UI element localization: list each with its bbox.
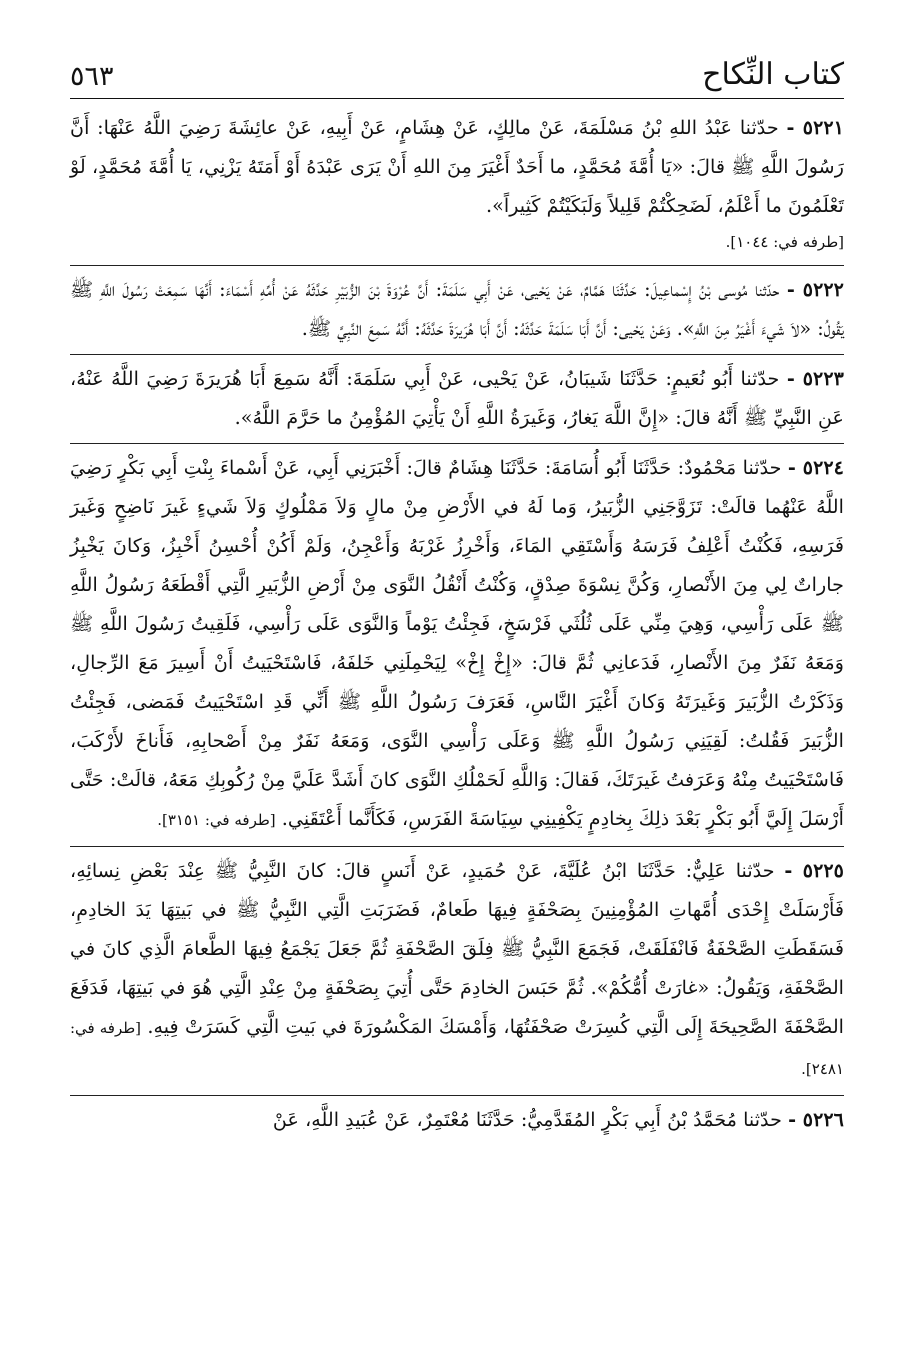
hadith-text: حدّثنا عَبْدُ اللهِ بْنُ مَسْلَمَةَ، عَنْ مالِكٍ، عَنْ هِشَامٍ، عَنْ أَبِيهِ، عَنْ عائِشَةَ رَضِيَ اللَّهُ عَنْهَا: أَنَّ رَسُولَ اللَّهِ ﷺ قالَ: «يَا أُمَّةَ مُحَمَّدٍ، ما أَحَدٌ أَغْيَرَ مِنَ اللهِ أَنْ يَرَى عَبْدَهُ أَوْ أَمَتَهُ يَزْنِي، يَا أُمَّةَ مُحَمَّدٍ، لَوْ تَعْلَمُونَ ما أَعْلَمُ، لَضَحِكْتُمْ قَلِيلاً وَلَبَكَيْتُمْ كَثِيراً». xyxy=(70,116,844,217)
hadith-text: حدّثنا مُحَمَّدُ بْنُ أَبِي بَكْرٍ المُقَدَّمِيُّ: حَدَّثَنَا مُعْتَمِرٌ، عَنْ عُبَيدِ اللَّهِ، عَنْ xyxy=(272,1108,782,1131)
section-divider xyxy=(70,1095,844,1096)
hadith-number: ٥٢٢٣ - xyxy=(786,367,844,390)
hadith-reference: [طرفه في: ٣١٥١]. xyxy=(157,811,276,829)
page-header xyxy=(70,40,844,99)
hadith-5226 xyxy=(70,1100,844,1139)
page-number: ٥٦٣ xyxy=(70,61,114,92)
hadith-5222 xyxy=(70,270,844,348)
hadith-number: ٥٢٢٤ - xyxy=(787,456,844,479)
section-divider xyxy=(70,354,844,355)
hadith-text: حدّثنا عَلِيٌّ: حَدَّثَنَا ابْنُ عُلَيَّةَ، عَنْ حُمَيدٍ، عَنْ أَنَسٍ قالَ: كانَ النَّبِيُّ ﷺ عِنْدَ بَعْضِ نِسائِهِ، فَأَرْسَلَتْ إِحْدَى أُمَّهاتِ المُؤْمِنِينَ بِصَحْفَةٍ فِيهَا طَعامٌ، فَضَرَبَتِ الَّتِي النَّبِيُّ ﷺ في بَيتِهَا يَدَ الخادِمِ، فَسَقَطَتِ الصَّحْفَةُ فَانْفَلَقَتْ، فَجَمَعَ النَّبِيُّ ﷺ فِلَقَ الصَّحْفَةِ ثُمَّ جَعَلَ يَجْمَعُ فِيهَا الطَّعامَ الَّذِي كانَ في الصَّحْفَةِ، وَيَقُولُ: «غارَتْ أُمُّكُمْ». ثُمَّ حَبَسَ الخادِمَ حَتَّى أُتِيَ بِصَحْفَةٍ مِنْ عِنْدِ الَّتِي هُوَ في بَيتِهَا، فَدَفَعَ الصَّحْفَةَ الصَّحِيحَةَ إِلَى الَّتِي كُسِرَتْ صَحْفَتُهَا، وَأَمْسَكَ المَكْسُورَةَ في بَيتِ الَّتِي كَسَرَتْ فِيهِ. xyxy=(70,859,844,1038)
hadith-number: ٥٢٢١ - xyxy=(786,116,844,139)
section-divider xyxy=(70,265,844,266)
hadith-number: ٥٢٢٢ - xyxy=(786,278,844,301)
section-divider xyxy=(70,443,844,444)
hadith-5224 xyxy=(70,448,844,840)
hadith-text: حدّثنا مَحْمُودٌ: حَدَّثَنَا أَبُو أُسَامَةَ: حَدَّثَنَا هِشَامٌ قالَ: أَخْبَرَنِي أَبِي، عَنْ أَسْماءَ بِنْتِ أَبِي بَكْرٍ رَضِيَ اللَّهُ عَنْهُما قالَتْ: تَزَوَّجَنِي الزُّبَيرُ، وَما لَهُ في الأَرْضِ مِنْ مالٍ وَلاَ مَمْلُوكٍ وَلاَ شَيءٍ غَيرَ نَاضِحٍ وَغَيرَ فَرَسِهِ، فَكُنْتُ أَعْلِفُ فَرَسَهُ وَأَسْتَقِي المَاءَ، وَأَخْرِزُ غَرْبَهُ وَأَعْجِنُ، وَلَمْ أَكُنْ أُحْسِنُ أَخْبِزُ، وَكانَ يَخْبِزُ جاراتٌ لِي مِنَ الأَنْصارِ، وَكُنَّ نِسْوَةَ صِدْقٍ، وَكُنْتُ أَنْقُلُ النَّوَى مِنْ أَرْضِ الزُّبَيرِ الَّتِي أَقْطَعَهُ رَسُولُ اللَّهِ ﷺ عَلَى رَأْسِي، وَهِيَ مِنِّي عَلَى ثُلُثَي فَرْسَخٍ، فَجِئْتُ يَوْماً وَالنَّوَى عَلَى رَأْسِي، فَلَقِيتُ رَسُولَ اللَّهِ ﷺ وَمَعَهُ نَفَرٌ مِنَ الأَنْصارِ، فَدَعانِي ثُمَّ قالَ: «إِخْ إِخْ» لِيَحْمِلَنِي خَلفَهُ، فَاسْتَحْيَيتُ أَنْ أَسِيرَ مَعَ الرِّجالِ، وَذَكَرْتُ الزُّبَيرَ وَغَيرَتَهُ وَكانَ أَغْيَرَ النَّاسِ، فَعَرَفَ رَسُولُ اللَّهِ ﷺ أَنِّي قَدِ اسْتَحْيَيتُ فَمَضى، فَجِئْتُ الزُّبَيرَ فَقُلتُ: لَقِيَنِي رَسُولُ اللَّهِ ﷺ وَعَلَى رَأْسِي النَّوَى، وَمَعَهُ نَفَرٌ مِنْ أَصْحابِهِ، فَأَناخَ لأَرْكَبَ، فَاسْتَحْيَيتُ مِنْهُ وَعَرَفتُ غَيرَتَكَ، فَقالَ: وَاللَّهِ لَحَمْلُكِ النَّوَى كانَ أَشَدَّ عَلَيَّ مِنْ رُكُوبِكِ مَعَهُ، قالَتْ: حَتَّى أَرْسَلَ إِلَيَّ أَبُو بَكْرٍ بَعْدَ ذلِكَ بِخادِمٍ يَكْفِينِي سِيَاسَةَ الفَرَسِ، فَكَأَنَّما أَعْتَقَنِي. xyxy=(70,456,844,830)
hadith-text: حدّثنا مُوسى بْنُ إِسْماعِيلَ: حَدَّثَنَا هَمَّامٌ، عَنْ يَحْيى، عَنْ أَبِي سَلَمَةَ: أَنَّ عُرْوَةَ بْنَ الزُّبَيْرِ حَدَّثَهُ عَنْ أُمِّهِ أَسْمَاءَ: أَنَّهَا سَمِعَتْ رَسُولَ اللَّهِ ﷺ يَقُولُ: «لاَ شَيءَ أَغْيَرُ مِنَ اللَّهِ». وَعَنْ يَحْيى: أَنَّ أَبَا سَلَمَةَ حَدَّثَهُ: أَنَّ أَبَا هُرَيرَةَ حَدَّثَهُ: أَنَّهُ سَمِعَ النَّبِيَّ ﷺ. xyxy=(70,278,844,340)
book-title: كتاب النِّكاح xyxy=(702,57,844,92)
hadith-5225 xyxy=(70,851,844,1089)
hadith-reference: [طرفه في: ٢٤٨١]. xyxy=(70,1019,844,1078)
section-divider xyxy=(70,846,844,847)
hadith-reference: [طرفه في: ١٠٤٤]. xyxy=(725,233,844,251)
page-body xyxy=(70,108,844,1357)
hadith-number: ٥٢٢٥ - xyxy=(784,859,844,882)
hadith-text: حدّثنا أَبُو نُعَيمٍ: حَدَّثَنَا شَيبَانُ، عَنْ يَحْيى، عَنْ أَبِي سَلَمَةَ: أَنَّهُ سَمِعَ أَبَا هُرَيرَةَ رَضِيَ اللَّهُ عَنْهُ، عَنِ النَّبِيِّ ﷺ أَنَّهُ قالَ: «إِنَّ اللَّهَ يَغارُ، وَغَيرَةُ اللَّهِ أَنْ يَأْتِيَ المُؤْمِنُ ما حَرَّمَ اللَّهُ». xyxy=(70,367,844,429)
hadith-5221 xyxy=(70,108,844,225)
hadith-number: ٥٢٢٦ - xyxy=(788,1108,844,1131)
hadith-5223 xyxy=(70,359,844,437)
